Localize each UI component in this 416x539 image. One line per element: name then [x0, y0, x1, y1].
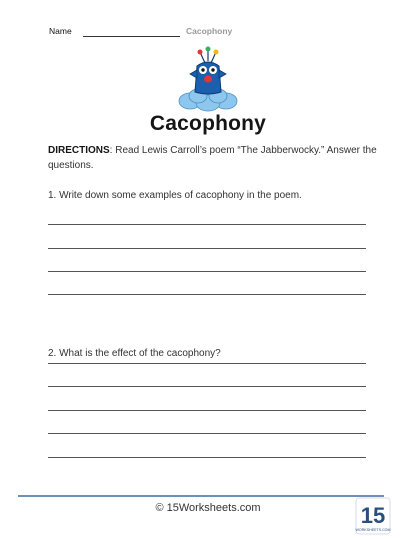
monster-mascot-illustration — [176, 46, 240, 112]
directions-label: DIRECTIONS — [48, 145, 110, 156]
badge-number: 15 — [360, 503, 386, 528]
answer-line-q2[interactable] — [48, 386, 366, 387]
name-label: Name — [49, 26, 72, 36]
header-topic: Cacophony — [186, 26, 233, 36]
badge-text: WORKSHEETS.COM — [355, 528, 391, 532]
answer-line-q2[interactable] — [48, 433, 366, 434]
footer-copyright: © 15Worksheets.com — [155, 502, 261, 514]
question-1: 1. Write down some examples of cacophony in the poem. — [48, 190, 302, 201]
directions-text — [48, 143, 378, 173]
page-title: Cacophony — [149, 112, 267, 135]
answer-line-q2[interactable] — [48, 363, 366, 364]
answer-line-q1[interactable] — [48, 271, 366, 272]
footer-divider — [18, 495, 384, 497]
worksheets-logo-icon — [355, 497, 391, 535]
answer-line-q2[interactable] — [48, 410, 366, 411]
name-blank-line[interactable] — [83, 36, 180, 37]
answer-line-q1[interactable] — [48, 294, 366, 295]
question-2: 2. What is the effect of the cacophony? — [48, 348, 221, 359]
answer-line-q1[interactable] — [48, 224, 366, 225]
answer-line-q2[interactable] — [48, 457, 366, 458]
answer-line-q1[interactable] — [48, 248, 366, 249]
directions-body: : Read Lewis Carroll’s poem “The Jabberwocky.” Answer the questions. — [48, 145, 377, 171]
